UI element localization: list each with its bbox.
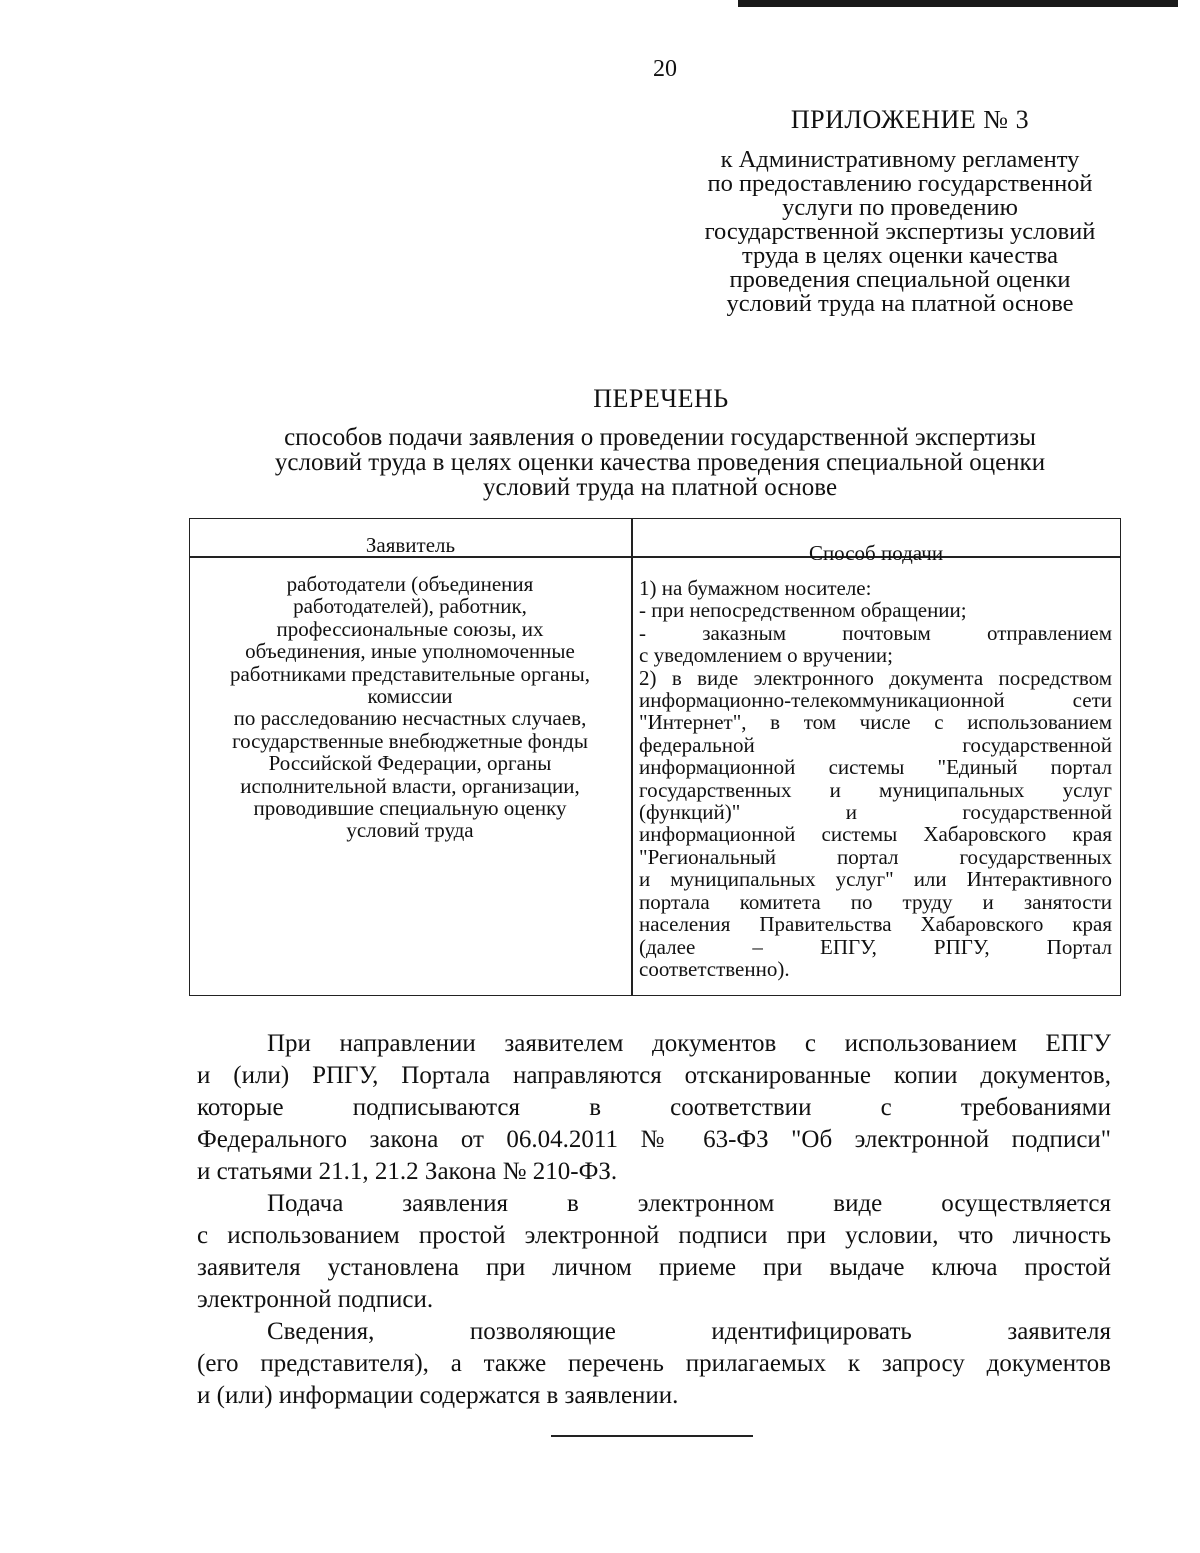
method-line: населения Правительства Хабаровского края xyxy=(639,912,1112,937)
appendix-title: ПРИЛОЖЕНИЕ № 3 xyxy=(790,105,1030,134)
method-line: информационно-телекоммуникационной сети xyxy=(639,688,1112,713)
method-line: информационной системы "Единый портал xyxy=(639,755,1112,780)
list-heading: ПЕРЕЧЕНЬ xyxy=(593,384,729,413)
paragraph-line: заявителя установлена при личном приеме при выдаче ключа простой xyxy=(197,1254,1111,1281)
applicant-line: комиссии xyxy=(367,684,453,709)
applicant-line: профессиональные союзы, их xyxy=(276,616,544,641)
applicant-line: исполнительной власти, организации, xyxy=(240,773,580,798)
paragraph-line: (его представителя), а также перечень прилагаемых к запросу документов xyxy=(197,1350,1111,1377)
method-line: 2) в виде электронного документа посредством xyxy=(639,665,1112,690)
applicant-line: государственные внебюджетные фонды xyxy=(232,728,588,753)
method-line: (далее – ЕПГУ, РПГУ, Портал xyxy=(639,934,1112,959)
method-line: 1) на бумажном носителе: xyxy=(639,576,872,600)
applicant-line: работодатели (объединения xyxy=(286,572,534,596)
appendix-line: условий труда на платной основе xyxy=(726,290,1074,317)
method-line: информационной системы Хабаровского края xyxy=(639,822,1112,847)
applicant-line: объединения, иные уполномоченные xyxy=(245,639,575,664)
paragraph-line: Федерального закона от 06.04.2011 № 63-ФЗ "Об электронной подписи" xyxy=(197,1126,1111,1153)
subheading-line: условий труда на платной основе xyxy=(482,474,838,501)
appendix-line: по предоставлению государственной xyxy=(707,170,1093,197)
method-line: - при непосредственном обращении; xyxy=(639,598,967,623)
method-line: государственных и муниципальных услуг xyxy=(639,777,1112,802)
paragraph-electronic-signature xyxy=(197,1188,1111,1316)
paragraph-line: с использованием простой электронной подписи при условии, что личность xyxy=(197,1222,1111,1249)
method-line: соответственно). xyxy=(639,956,790,981)
method-line: и муниципальных услуг" или Интерактивного xyxy=(639,867,1112,892)
method-line: "Региональный портал государственных xyxy=(639,844,1112,869)
method-line: с уведомлением о вручении; xyxy=(639,643,893,668)
paragraph-line: электронной подписи. xyxy=(197,1286,434,1313)
applicant-line: по расследованию несчастных случаев, xyxy=(233,706,587,731)
list-subheading xyxy=(200,425,1120,500)
paragraph-epgu-documents xyxy=(197,1028,1111,1188)
method-line: "Интернет", в том числе с использованием xyxy=(639,710,1112,735)
method-cell xyxy=(639,577,1112,980)
method-line: портала комитета по труду и занятости xyxy=(639,889,1112,914)
method-line: - заказным почтовым отправлением xyxy=(639,620,1112,645)
applicant-cell xyxy=(200,573,620,842)
applicant-line: работниками представительные органы, xyxy=(229,661,591,686)
page-number: 20 xyxy=(653,56,677,82)
paragraph-line: и (или) информации содержатся в заявлении. xyxy=(197,1382,679,1409)
appendix-line: услуги по проведению xyxy=(782,194,1018,221)
paragraph-line: Сведения, позволяющие идентифицировать заявителя xyxy=(267,1318,1111,1345)
applicant-line: Российской Федерации, органы xyxy=(268,751,552,776)
appendix-line: труда в целях оценки качества xyxy=(741,242,1059,269)
applicant-line: проводившие специальную оценку xyxy=(253,796,567,821)
appendix-line: к Административному регламенту xyxy=(720,146,1080,173)
method-line: (функций)" и государственной xyxy=(639,800,1112,825)
subheading-line: условий труда в целях оценки качества проведения специальной оценки xyxy=(274,449,1046,476)
top-edge-rule xyxy=(738,0,1178,7)
paragraph-line: При направлении заявителем документов с использованием ЕПГУ xyxy=(267,1030,1111,1057)
appendix-line: государственной экспертизы условий xyxy=(704,218,1096,245)
method-line: федеральной государственной xyxy=(639,732,1112,757)
appendix-reference xyxy=(640,148,1160,316)
paragraph-applicant-info xyxy=(197,1316,1111,1412)
table-header-applicant: Заявитель xyxy=(365,533,456,557)
submission-methods-table xyxy=(189,518,1121,996)
paragraph-line: и статьями 21.1, 21.2 Закона № 210-ФЗ. xyxy=(197,1158,618,1185)
paragraph-line: и (или) РПГУ, Портала направляются отсканированные копии документов, xyxy=(197,1062,1111,1089)
applicant-line: работодателей), работник, xyxy=(293,594,527,619)
table-header-method: Способ подачи xyxy=(808,541,944,565)
applicant-line: условий труда xyxy=(346,818,474,843)
paragraph-line: Подача заявления в электронном виде осуществляется xyxy=(267,1190,1111,1217)
subheading-line: способов подачи заявления о проведении государственной экспертизы xyxy=(284,424,1036,451)
table-column-divider xyxy=(631,519,633,995)
paragraph-line: которые подписываются в соответствии с требованиями xyxy=(197,1094,1111,1121)
appendix-line: проведения специальной оценки xyxy=(729,266,1071,293)
closing-rule xyxy=(551,1435,753,1437)
